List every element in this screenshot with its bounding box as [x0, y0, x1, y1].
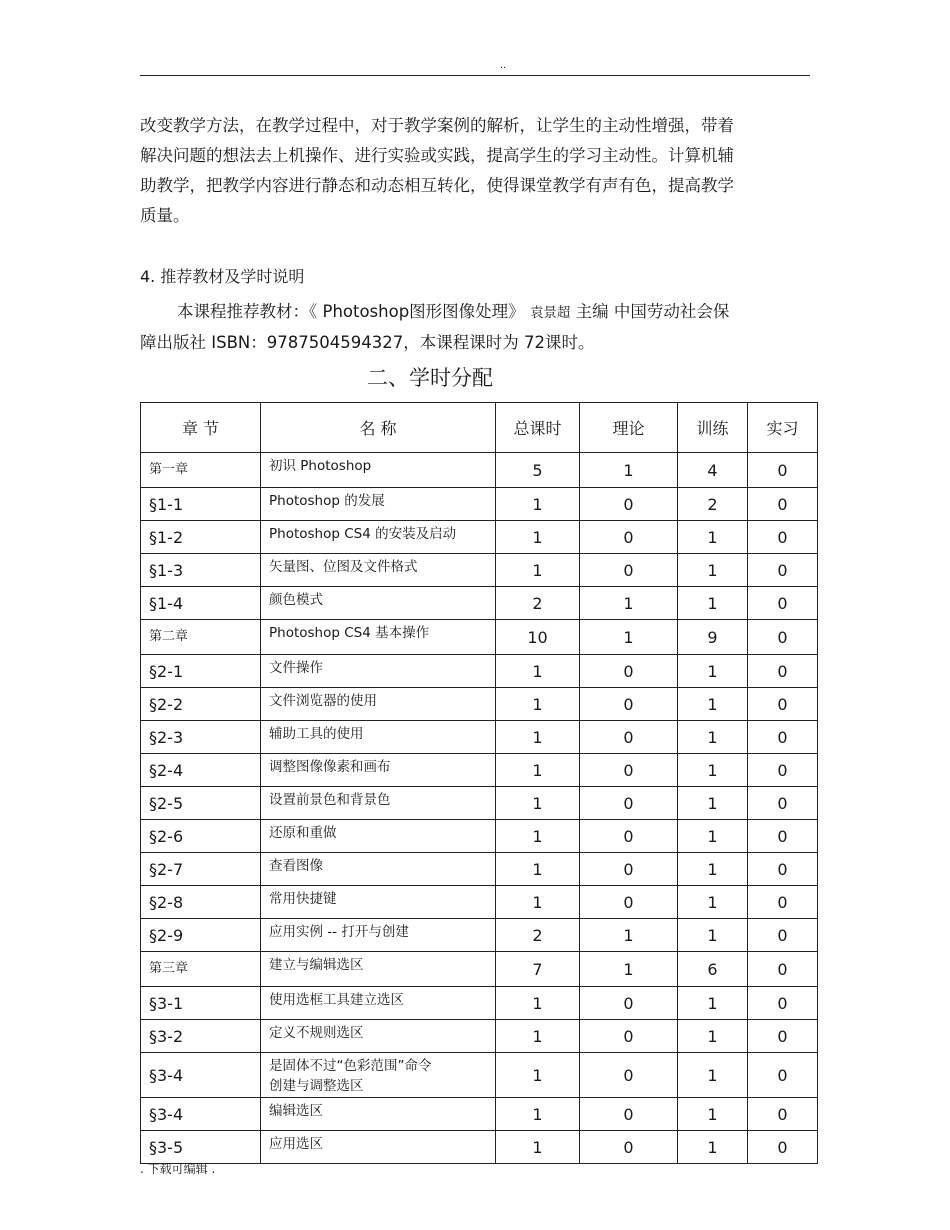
table-row — [141, 1020, 818, 1053]
footer-text: . 下载可编辑 . — [140, 1162, 216, 1176]
cell-practice: 0 — [748, 853, 818, 886]
cell-total: 7 — [496, 952, 580, 987]
cell-theory: 0 — [580, 521, 678, 554]
table-row — [141, 721, 818, 754]
table-row — [141, 488, 818, 521]
table-row — [141, 919, 818, 952]
cell-chapter: §2-5 — [141, 787, 261, 820]
cell-theory: 1 — [580, 919, 678, 952]
cell-practice: 0 — [748, 554, 818, 587]
table-row — [141, 1131, 818, 1164]
cell-training: 9 — [678, 620, 748, 655]
cell-theory: 0 — [580, 721, 678, 754]
cell-name-line: 建立与编辑选区 — [269, 957, 364, 973]
table-row — [141, 853, 818, 886]
header-name: 名 称 — [261, 403, 496, 453]
cell-practice: 0 — [748, 820, 818, 853]
textbook-text-a: 本课程推荐教材：《 Photoshop图形图像处理》 — [177, 302, 525, 321]
cell-name-line: 定义不规则选区 — [269, 1025, 364, 1041]
cell-training: 1 — [678, 688, 748, 721]
cell-name — [261, 453, 496, 488]
cell-training: 1 — [678, 754, 748, 787]
textbook-text-b: 主编 中国劳动社会保 — [570, 302, 730, 321]
cell-training: 4 — [678, 453, 748, 488]
cell-chapter: §2-6 — [141, 820, 261, 853]
cell-total: 1 — [496, 721, 580, 754]
cell-theory: 0 — [580, 853, 678, 886]
table-row — [141, 587, 818, 620]
cell-name — [261, 820, 496, 853]
cell-training: 1 — [678, 886, 748, 919]
cell-name-line: 设置前景色和背景色 — [269, 792, 391, 808]
cell-theory: 0 — [580, 1020, 678, 1053]
table-row — [141, 787, 818, 820]
cell-chapter: 第一章 — [141, 453, 261, 488]
cell-total: 1 — [496, 886, 580, 919]
cell-theory: 0 — [580, 488, 678, 521]
cell-chapter: §3-4 — [141, 1098, 261, 1131]
cell-chapter: §3-4 — [141, 1053, 261, 1098]
cell-name-line: 还原和重做 — [269, 825, 337, 841]
cell-practice: 0 — [748, 1020, 818, 1053]
cell-chapter: §2-9 — [141, 919, 261, 952]
cell-name — [261, 488, 496, 521]
cell-practice: 0 — [748, 688, 818, 721]
cell-theory: 1 — [580, 453, 678, 488]
table-row — [141, 952, 818, 987]
cell-name-line: 文件浏览器的使用 — [269, 693, 377, 709]
cell-name-line: 初识 Photoshop — [269, 458, 372, 474]
table-row — [141, 554, 818, 587]
table-row — [141, 521, 818, 554]
cell-name — [261, 1131, 496, 1164]
cell-chapter: 第三章 — [141, 952, 261, 987]
cell-total: 1 — [496, 1020, 580, 1053]
cell-practice: 0 — [748, 521, 818, 554]
cell-theory: 0 — [580, 787, 678, 820]
cell-training: 1 — [678, 1131, 748, 1164]
cell-total: 2 — [496, 919, 580, 952]
cell-name-line: Photoshop CS4 的安装及启动 — [269, 526, 457, 542]
cell-name — [261, 587, 496, 620]
cell-chapter: §3-1 — [141, 987, 261, 1020]
cell-practice: 0 — [748, 754, 818, 787]
cell-name — [261, 754, 496, 787]
cell-chapter: §2-1 — [141, 655, 261, 688]
cell-total: 5 — [496, 453, 580, 488]
intro-paragraph — [140, 111, 810, 231]
cell-theory: 0 — [580, 1131, 678, 1164]
cell-total: 1 — [496, 488, 580, 521]
cell-training: 1 — [678, 521, 748, 554]
cell-chapter: §2-7 — [141, 853, 261, 886]
cell-total: 1 — [496, 853, 580, 886]
cell-name-line: Photoshop CS4 基本操作 — [269, 625, 430, 641]
cell-practice: 0 — [748, 721, 818, 754]
cell-chapter: §2-4 — [141, 754, 261, 787]
header-total: 总课时 — [496, 403, 580, 453]
cell-total: 1 — [496, 688, 580, 721]
cell-practice: 0 — [748, 1098, 818, 1131]
cell-training: 1 — [678, 721, 748, 754]
cell-chapter: §1-2 — [141, 521, 261, 554]
cell-theory: 1 — [580, 587, 678, 620]
cell-chapter: §3-5 — [141, 1131, 261, 1164]
cell-name — [261, 1053, 496, 1098]
cell-total: 1 — [496, 1131, 580, 1164]
cell-theory: 0 — [580, 688, 678, 721]
cell-chapter: §1-1 — [141, 488, 261, 521]
cell-name — [261, 1020, 496, 1053]
cell-name-line: 编辑选区 — [269, 1103, 323, 1119]
cell-chapter: §2-3 — [141, 721, 261, 754]
cell-name-line: 颜色模式 — [269, 592, 323, 608]
cell-theory: 0 — [580, 754, 678, 787]
cell-total: 1 — [496, 1098, 580, 1131]
cell-training: 1 — [678, 820, 748, 853]
cell-theory: 0 — [580, 987, 678, 1020]
cell-practice: 0 — [748, 1131, 818, 1164]
cell-total: 1 — [496, 987, 580, 1020]
cell-training: 2 — [678, 488, 748, 521]
cell-training: 1 — [678, 1053, 748, 1098]
header-practice: 实习 — [748, 403, 818, 453]
intro-line: 改变教学方法，在教学过程中，对于教学案例的解析，让学生的主动性增强，带着 — [140, 116, 734, 135]
cell-name-line: 查看图像 — [269, 858, 323, 874]
cell-theory: 1 — [580, 620, 678, 655]
header-rule — [140, 75, 810, 76]
cell-training: 1 — [678, 587, 748, 620]
cell-theory: 0 — [580, 820, 678, 853]
intro-line: 解决问题的想法去上机操作、进行实验或实践，提高学生的学习主动性。计算机辅 — [140, 146, 734, 165]
cell-name — [261, 952, 496, 987]
table-row — [141, 688, 818, 721]
cell-theory: 0 — [580, 1053, 678, 1098]
header-chapter: 章 节 — [141, 403, 261, 453]
cell-total: 10 — [496, 620, 580, 655]
cell-name — [261, 919, 496, 952]
cell-practice: 0 — [748, 1053, 818, 1098]
cell-name — [261, 655, 496, 688]
cell-name — [261, 987, 496, 1020]
table-row — [141, 886, 818, 919]
cell-total: 1 — [496, 554, 580, 587]
table-row — [141, 655, 818, 688]
cell-practice: 0 — [748, 488, 818, 521]
cell-practice: 0 — [748, 787, 818, 820]
cell-name — [261, 521, 496, 554]
cell-total: 1 — [496, 521, 580, 554]
cell-training: 1 — [678, 1020, 748, 1053]
cell-chapter: §1-3 — [141, 554, 261, 587]
intro-line: 助教学，把教学内容进行静态和动态相互转化，使得课堂教学有声有色，提高教学 — [140, 176, 734, 195]
cell-name — [261, 688, 496, 721]
cell-practice: 0 — [748, 987, 818, 1020]
cell-total: 1 — [496, 787, 580, 820]
cell-name — [261, 721, 496, 754]
cell-theory: 0 — [580, 886, 678, 919]
cell-name — [261, 853, 496, 886]
cell-name — [261, 554, 496, 587]
cell-training: 1 — [678, 919, 748, 952]
textbook-author: 袁景超 — [529, 305, 571, 321]
cell-theory: 0 — [580, 554, 678, 587]
cell-theory: 0 — [580, 1098, 678, 1131]
cell-total: 1 — [496, 655, 580, 688]
header-training: 训练 — [678, 403, 748, 453]
cell-training: 1 — [678, 787, 748, 820]
cell-practice: 0 — [748, 587, 818, 620]
cell-practice: 0 — [748, 655, 818, 688]
hours-table — [140, 402, 818, 1164]
cell-training: 1 — [678, 554, 748, 587]
cell-training: 1 — [678, 1098, 748, 1131]
table-title: 二、学时分配 — [367, 366, 493, 390]
cell-chapter: 第二章 — [141, 620, 261, 655]
cell-chapter: §1-4 — [141, 587, 261, 620]
cell-name-line: 是固体不过“色彩范围”命令 — [269, 1058, 432, 1074]
cell-name-line: 文件操作 — [269, 660, 323, 676]
cell-practice: 0 — [748, 620, 818, 655]
cell-theory: 1 — [580, 952, 678, 987]
table-row — [141, 754, 818, 787]
textbook-paragraph — [140, 297, 810, 358]
cell-name-line: 常用快捷键 — [269, 891, 337, 907]
cell-name-line: 应用实例 -- 打开与创建 — [269, 924, 409, 940]
cell-training: 6 — [678, 952, 748, 987]
cell-name-line: 应用选区 — [269, 1136, 323, 1152]
cell-practice: 0 — [748, 952, 818, 987]
table-row — [141, 620, 818, 655]
cell-name-line: 调整图像像素和画布 — [269, 759, 391, 775]
cell-practice: 0 — [748, 919, 818, 952]
table-row — [141, 453, 818, 488]
cell-total: 2 — [496, 587, 580, 620]
cell-name — [261, 1098, 496, 1131]
cell-name — [261, 787, 496, 820]
cell-name-line: 矢量图、位图及文件格式 — [269, 559, 418, 575]
table-header-row — [141, 403, 818, 453]
table-row — [141, 987, 818, 1020]
table-row — [141, 1053, 818, 1098]
cell-chapter: §3-2 — [141, 1020, 261, 1053]
cell-practice: 0 — [748, 453, 818, 488]
cell-theory: 0 — [580, 655, 678, 688]
cell-name-line: 使用选框工具建立选区 — [269, 992, 404, 1008]
cell-practice: 0 — [748, 886, 818, 919]
cell-total: 1 — [496, 1053, 580, 1098]
cell-chapter: §2-8 — [141, 886, 261, 919]
cell-training: 1 — [678, 853, 748, 886]
table-row — [141, 1098, 818, 1131]
table-row — [141, 820, 818, 853]
cell-name-line: 创建与调整选区 — [269, 1078, 364, 1094]
cell-name — [261, 886, 496, 919]
cell-name-line: Photoshop 的发展 — [269, 493, 385, 509]
cell-name — [261, 620, 496, 655]
cell-chapter: §2-2 — [141, 688, 261, 721]
cell-training: 1 — [678, 655, 748, 688]
cell-total: 1 — [496, 754, 580, 787]
textbook-line-1 — [140, 297, 810, 328]
header-theory: 理论 — [580, 403, 678, 453]
header-dots: .. — [499, 60, 507, 71]
section-heading: 4. 推荐教材及学时说明 — [140, 267, 305, 286]
intro-line: 质量。 — [140, 206, 190, 225]
cell-total: 1 — [496, 820, 580, 853]
cell-name-line: 辅助工具的使用 — [269, 726, 364, 742]
cell-training: 1 — [678, 987, 748, 1020]
textbook-line-2: 障出版社 ISBN：9787504594327，本课程课时为 72课时。 — [140, 333, 595, 352]
